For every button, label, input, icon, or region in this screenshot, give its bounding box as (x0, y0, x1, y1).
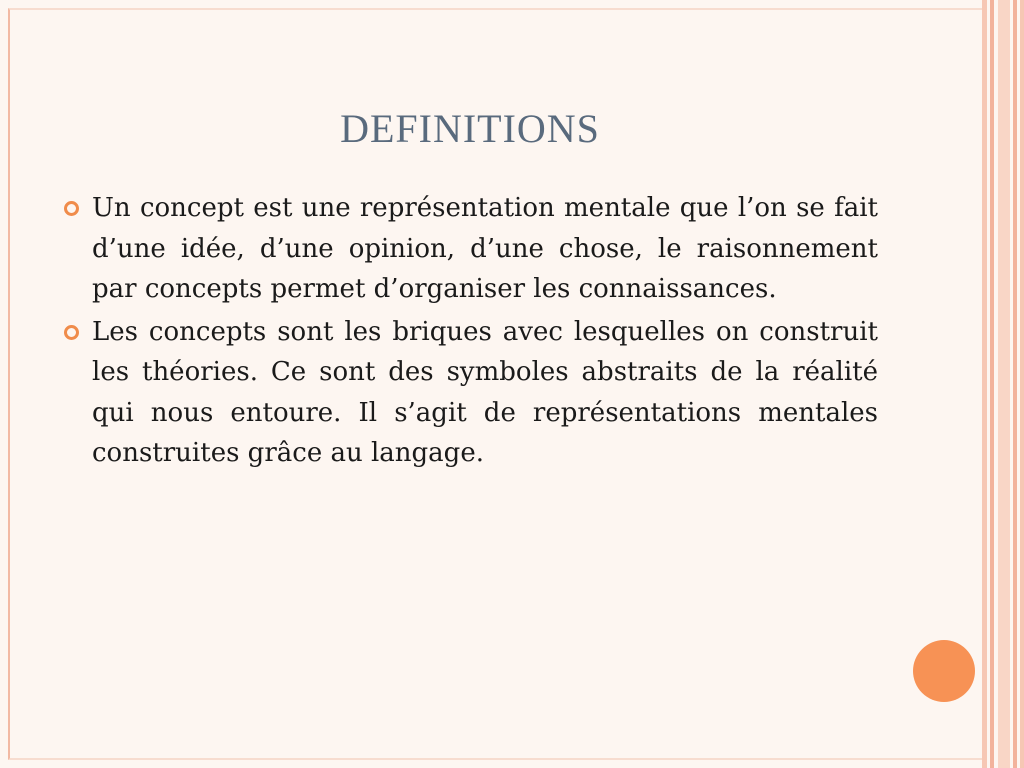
decorative-stripe (998, 0, 1010, 768)
bullet-text: Un concept est une représentation mentale que l’on se fait d’une idée, d’une opinion, d’une chose, le raisonnement par concepts permet d’organiser les connaissances. (92, 193, 878, 304)
decorative-stripe (990, 0, 994, 768)
decorative-stripe (982, 0, 987, 768)
bullet-ring-icon (64, 201, 79, 216)
bullet-item-briques (62, 312, 878, 474)
bullet-text: Les concepts sont les briques avec lesquelles on construit les théories. Ce sont des symboles abstraits de la réalité qui nous entoure. Il s’agit de représentations mentales construites grâce au langage. (92, 316, 878, 468)
bullet-list (62, 188, 878, 476)
slide-title: DEFINITIONS (340, 106, 600, 151)
bullet-item-concept (62, 188, 878, 310)
decorative-stripe (1013, 0, 1017, 768)
bullet-ring-icon (64, 325, 79, 340)
decorative-circle (913, 640, 975, 702)
decorative-stripe (1020, 0, 1024, 768)
